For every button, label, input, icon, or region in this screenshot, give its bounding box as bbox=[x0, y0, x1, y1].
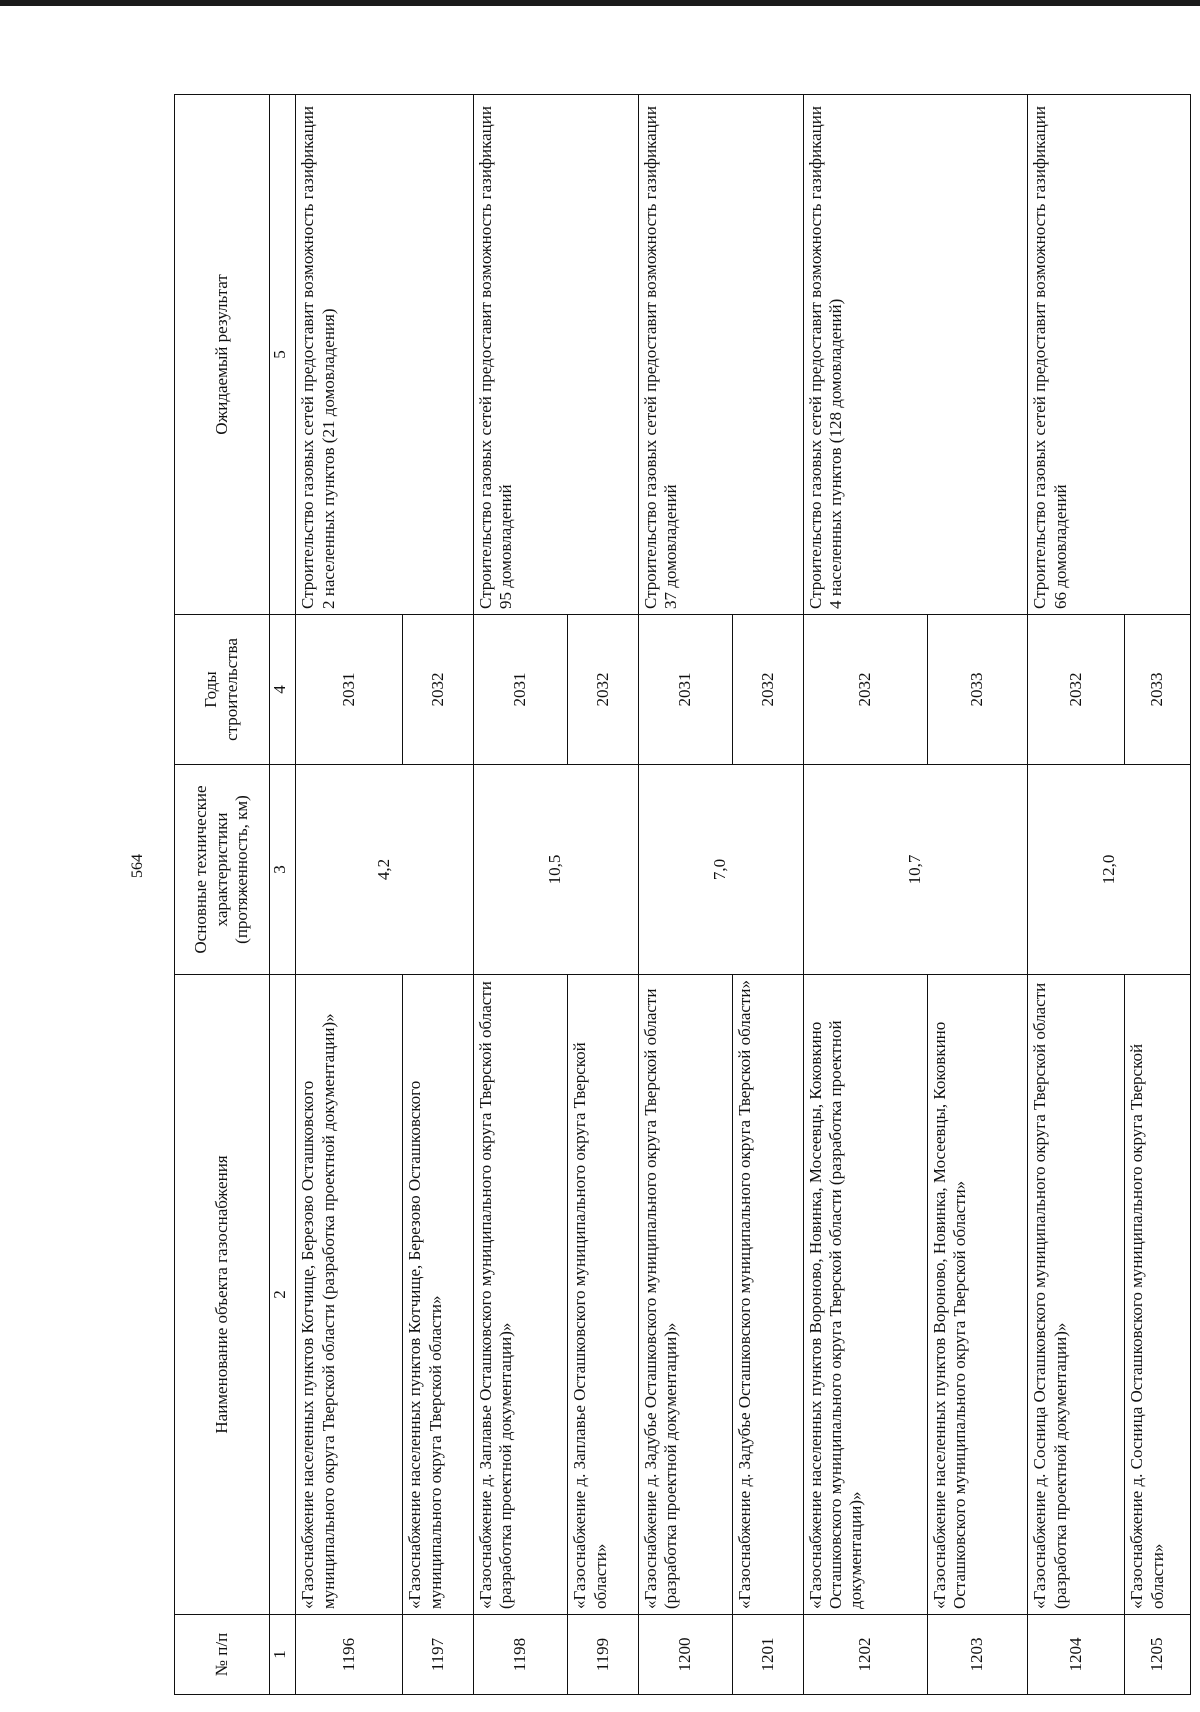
gas-supply-table bbox=[174, 94, 1191, 1695]
expected-result: Строительство газовых сетей предоставит возможность газификации 37 домовладений bbox=[638, 95, 803, 615]
header-row bbox=[175, 95, 270, 1695]
row-number: 1201 bbox=[733, 1615, 803, 1695]
expected-result: Строительство газовых сетей предоставит возможность газификации 4 населенных пунктов (128 домовладений) bbox=[803, 95, 1028, 615]
object-name: «Газоснабжение населенных пунктов Вороново, Новинка, Мосеевцы, Коковкино Осташковского муниципального округа Тверской области (разработка проектной документации)» bbox=[803, 975, 927, 1615]
header-length: Основные технические характеристики (протяженность, км) bbox=[175, 765, 270, 975]
construction-year: 2031 bbox=[638, 615, 733, 765]
object-name: «Газоснабжение д. Заплавье Осташковского муниципального округа Тверской области (разработка проектной документации)» bbox=[473, 975, 568, 1615]
row-number: 1202 bbox=[803, 1615, 927, 1695]
construction-year: 2032 bbox=[733, 615, 803, 765]
index-cell: 4 bbox=[269, 615, 296, 765]
page-number: 564 bbox=[129, 854, 146, 878]
row-number: 1204 bbox=[1028, 1615, 1125, 1695]
row-number: 1196 bbox=[296, 1615, 403, 1695]
object-name: «Газоснабжение д. Заплавье Осташковского муниципального округа Тверской области» bbox=[568, 975, 638, 1615]
length-km: 10,7 bbox=[803, 765, 1028, 975]
row-number: 1197 bbox=[403, 1615, 473, 1695]
object-name: «Газоснабжение д. Сосница Осташковского муниципального округа Тверской области (разработка проектной документации)» bbox=[1028, 975, 1125, 1615]
gas-supply-table-container bbox=[174, 95, 1191, 1695]
construction-year: 2032 bbox=[803, 615, 927, 765]
object-name: «Газоснабжение населенных пунктов Котчище, Березово Осташковского муниципального округа Тверской области (разработка проектной документации)» bbox=[296, 975, 403, 1615]
row-number: 1199 bbox=[568, 1615, 638, 1695]
construction-year: 2032 bbox=[1028, 615, 1125, 765]
length-km: 12,0 bbox=[1028, 765, 1191, 975]
header-result: Ожидаемый результат bbox=[175, 95, 270, 615]
object-name: «Газоснабжение населенных пунктов Вороново, Новинка, Мосеевцы, Коковкино Осташковского муниципального округа Тверской области» bbox=[927, 975, 1028, 1615]
length-km: 4,2 bbox=[296, 765, 473, 975]
length-km: 7,0 bbox=[638, 765, 803, 975]
construction-year: 2033 bbox=[1125, 615, 1191, 765]
construction-year: 2032 bbox=[568, 615, 638, 765]
length-km: 10,5 bbox=[473, 765, 638, 975]
construction-year: 2031 bbox=[473, 615, 568, 765]
index-cell: 2 bbox=[269, 975, 296, 1615]
object-name: «Газоснабжение д. Сосница Осташковского муниципального округа Тверской области» bbox=[1125, 975, 1191, 1615]
row-number: 1203 bbox=[927, 1615, 1028, 1695]
row-number: 1198 bbox=[473, 1615, 568, 1695]
column-index-row bbox=[269, 95, 296, 1695]
index-cell: 3 bbox=[269, 765, 296, 975]
header-number: № п/п bbox=[175, 1615, 270, 1695]
row-number: 1205 bbox=[1125, 1615, 1191, 1695]
construction-year: 2032 bbox=[403, 615, 473, 765]
table-row bbox=[1028, 95, 1125, 1695]
expected-result: Строительство газовых сетей предоставит возможность газификации 2 населенных пунктов (21 домовладения) bbox=[296, 95, 473, 615]
construction-year: 2031 bbox=[296, 615, 403, 765]
scan-edge bbox=[0, 0, 1200, 6]
header-years: Годы строительства bbox=[175, 615, 270, 765]
table-row bbox=[473, 95, 568, 1695]
construction-year: 2033 bbox=[927, 615, 1028, 765]
object-name: «Газоснабжение д. Задубье Осташковского муниципального округа Тверской области (разработка проектной документации)» bbox=[638, 975, 733, 1615]
row-number: 1200 bbox=[638, 1615, 733, 1695]
index-cell: 5 bbox=[269, 95, 296, 615]
table-row bbox=[638, 95, 733, 1695]
table-row bbox=[296, 95, 403, 1695]
table-row bbox=[803, 95, 927, 1695]
object-name: «Газоснабжение д. Задубье Осташковского муниципального округа Тверской области» bbox=[733, 975, 803, 1615]
expected-result: Строительство газовых сетей предоставит возможность газификации 95 домовладений bbox=[473, 95, 638, 615]
header-object-name: Наименование объекта газоснабжения bbox=[175, 975, 270, 1615]
rotated-table-frame bbox=[174, 95, 1191, 1695]
expected-result: Строительство газовых сетей предоставит возможность газификации 66 домовладений bbox=[1028, 95, 1191, 615]
index-cell: 1 bbox=[269, 1615, 296, 1695]
object-name: «Газоснабжение населенных пунктов Котчище, Березово Осташковского муниципального округа Тверской области» bbox=[403, 975, 473, 1615]
